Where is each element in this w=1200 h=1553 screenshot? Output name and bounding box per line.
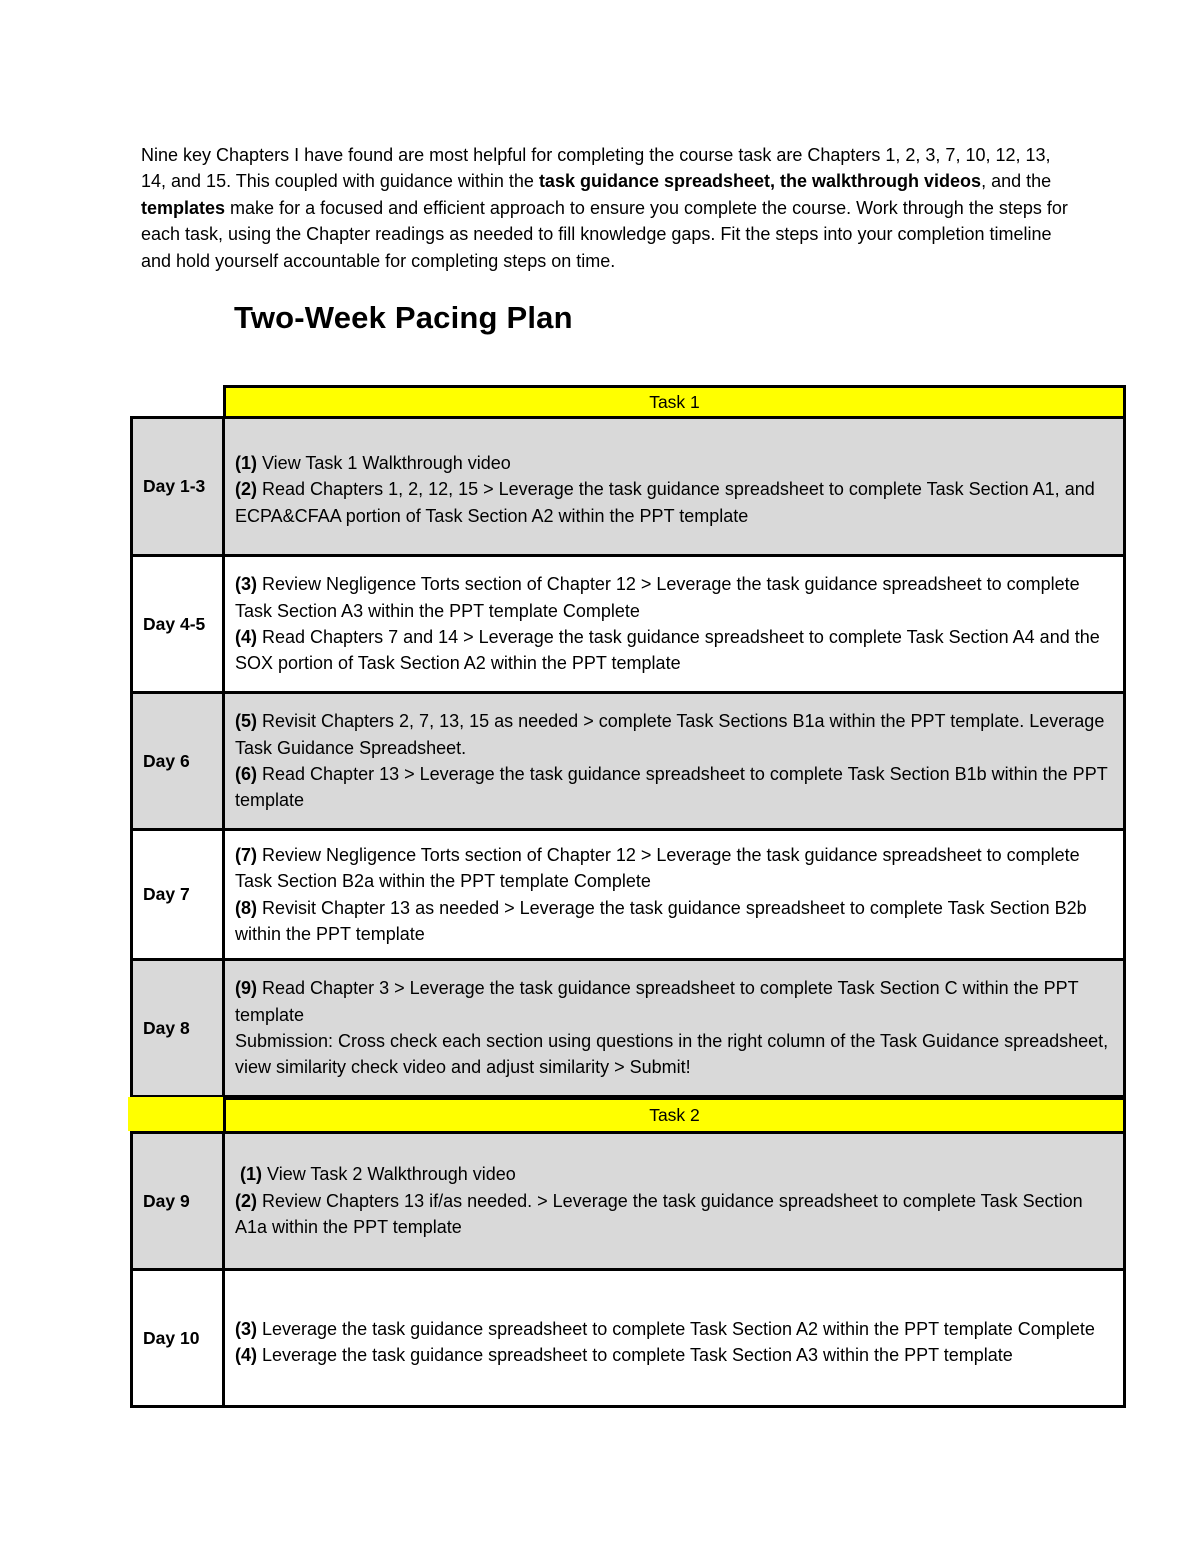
page-title: Two-Week Pacing Plan: [234, 300, 573, 335]
step-line: (6) Read Chapter 13 > Leverage the task guidance spreadsheet to complete Task Section B1b within the PPT template: [235, 764, 1108, 811]
task-1-label: Task 1: [649, 391, 700, 412]
row-content: [225, 419, 1123, 554]
task-2-label: Task 2: [649, 1105, 700, 1125]
day-label: Day 9: [133, 1134, 225, 1268]
table-row: [130, 416, 1126, 557]
step-line: (3) Review Negligence Torts section of Chapter 12 > Leverage the task guidance spreadsheet to complete Task Section A3 within the PPT template Complete: [235, 574, 1080, 621]
row-content: [225, 1134, 1123, 1268]
day-label: Day 7: [133, 831, 225, 958]
row-content: [225, 1271, 1123, 1405]
intro-paragraph: Nine key Chapters I have found are most helpful for completing the course task are Chapters 1, 2, 3, 7, 10, 12, 13, 14, and 15. This coupled with guidance within the task guidance spreadsheet, the walkthrough videos, and the templates make for a focused and efficient approach to ensure you complete the course. Work through the steps for each task, using the Chapter readings as needed to fill knowledge gaps. Fit the steps into your completion timeline and hold yourself accountable for completing steps on time.: [141, 145, 1068, 271]
task-2-band: [128, 1097, 226, 1131]
row-content: [225, 961, 1123, 1095]
step-line: (3) Leverage the task guidance spreadsheet to complete Task Section A2 within the PPT template Complete: [235, 1318, 1095, 1339]
task-1-header: [223, 385, 1126, 419]
step-line: (2) Read Chapters 1, 2, 12, 15 > Leverage the task guidance spreadsheet to complete Task Section A1, and ECPA&CFAA portion of Task Section A2 within the PPT template: [235, 479, 1095, 526]
row-content: [225, 831, 1123, 958]
step-line: (1) View Task 2 Walkthrough video: [240, 1164, 516, 1185]
table-row: [130, 1268, 1126, 1408]
step-line: (9) Read Chapter 3 > Leverage the task guidance spreadsheet to complete Task Section C within the PPT template: [235, 978, 1079, 1025]
table-row: [130, 554, 1126, 694]
table-row: [130, 1131, 1126, 1271]
row-content: [225, 557, 1123, 691]
step-line: (1) View Task 1 Walkthrough video: [235, 452, 511, 473]
row-content: [225, 694, 1123, 828]
table-row: [130, 828, 1126, 961]
table-row: [130, 691, 1126, 831]
day-label: Day 8: [133, 961, 225, 1095]
day-label: Day 6: [133, 694, 225, 828]
day-label: Day 1-3: [133, 419, 225, 554]
task-2-header: [223, 1097, 1126, 1134]
step-line: (2) Review Chapters 13 if/as needed. > Leverage the task guidance spreadsheet to complete Task Section A1a within the PPT template: [235, 1190, 1083, 1238]
table-row: [130, 958, 1126, 1098]
step-line: (8) Revisit Chapter 13 as needed > Leverage the task guidance spreadsheet to complete Task Section B2b within the PPT template: [235, 897, 1087, 944]
step-line: (7) Review Negligence Torts section of Chapter 12 > Leverage the task guidance spreadsheet to complete Task Section B2a within the PPT template Complete: [235, 844, 1080, 892]
step-line: (4) Leverage the task guidance spreadsheet to complete Task Section A3 within the PPT template: [235, 1345, 1013, 1365]
submission-line: Submission: Cross check each section using questions in the right column of the Task Guidance spreadsheet, view similarity check video and adjust similarity > Submit!: [235, 1031, 1109, 1078]
day-label: Day 10: [133, 1271, 225, 1405]
step-line: (5) Revisit Chapters 2, 7, 13, 15 as needed > complete Task Sections B1a within the PPT template. Leverage Task Guidance Spreadsheet.: [235, 711, 1105, 758]
step-line: (4) Read Chapters 7 and 14 > Leverage the task guidance spreadsheet to complete Task Section A4 and the SOX portion of Task Section A2 within the PPT template: [235, 627, 1100, 674]
day-label: Day 4-5: [133, 557, 225, 691]
